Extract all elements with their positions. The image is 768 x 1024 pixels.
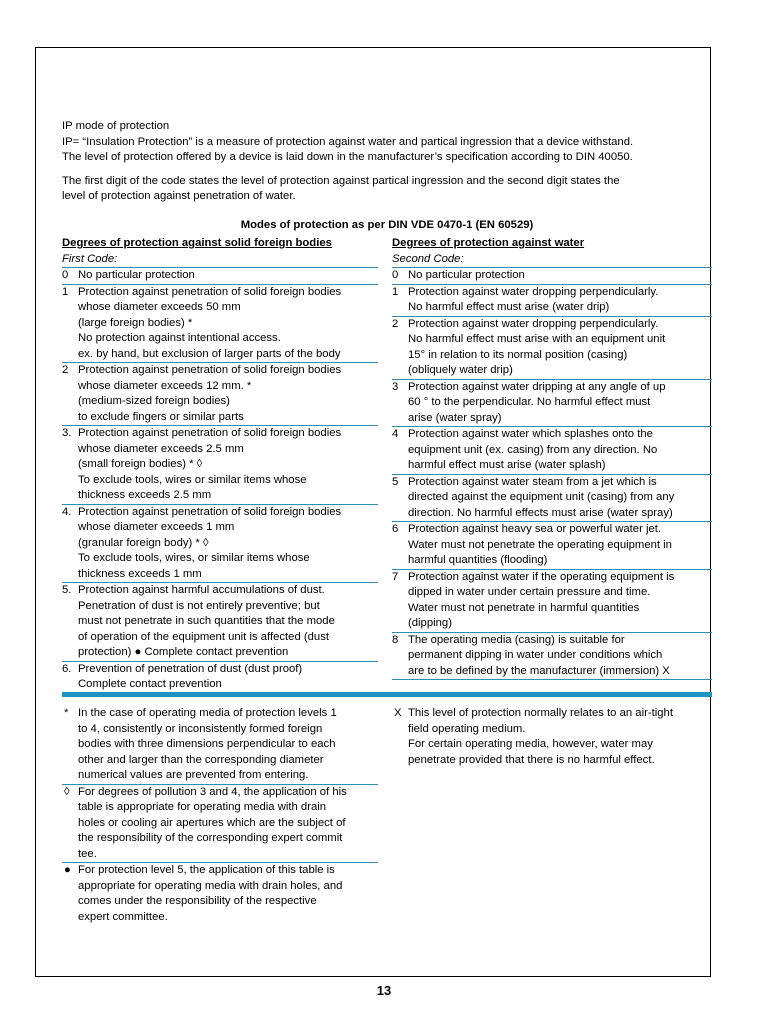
solid-protection-item-line: Protection against penetration of solid foreign bodies (78, 427, 342, 439)
footnote-item-number: * (64, 707, 69, 719)
solid-protection-item-line: to exclude fingers or similar parts (78, 410, 244, 423)
water-protection-item (392, 285, 712, 317)
water-protection-item-line: are to be defined by the manufacturer (immersion) X (408, 664, 670, 677)
first-code-label: First Code: (62, 252, 378, 269)
water-protection-item-line: 15° in relation to its normal position (casing) (408, 348, 628, 361)
solid-protection-item (62, 285, 378, 364)
water-protection-item-line: arise (water spray) (408, 411, 502, 424)
footnote-item-line: expert committee. (78, 910, 168, 923)
solid-protection-item (62, 505, 378, 584)
solid-protection-item-line: No protection against intentional access. (78, 332, 281, 344)
solid-protection-item-line: To exclude tools, wires or similar items whose (78, 473, 307, 486)
solid-protection-item-line: Protection against penetration of solid foreign bodies (78, 505, 342, 518)
water-protection-item (392, 633, 712, 681)
solid-protection-item-line: whose diameter exceeds 1 mm (78, 521, 235, 533)
water-protection-item-number: 7 (392, 570, 399, 583)
water-protection-item-line: permanent dipping in water under conditions which (408, 649, 663, 661)
water-protection-item-line: dipped in water under certain pressure and time. (408, 586, 651, 598)
footnotes-right (392, 706, 712, 768)
footnote-item (62, 863, 378, 925)
solid-protection-item (62, 426, 378, 505)
footnote-x-item-line: penetrate provided that there is no harmful effect. (408, 753, 655, 766)
solid-protection-item-line: protection) ● Complete contact prevention (78, 646, 289, 658)
water-protection-item-line: harmful quantities (flooding) (408, 554, 548, 566)
intro-heading: IP mode of protection (62, 120, 170, 132)
solid-protection-item-number: 3. (62, 427, 72, 439)
table-title: Modes of protection as per DIN VDE 0470-1 (EN 60529) (240, 219, 534, 231)
water-protection-item (392, 268, 712, 285)
solid-bodies-list (62, 268, 378, 693)
water-protection-item-line: Protection against water steam from a jet which is (408, 475, 657, 488)
solid-protection-item-line: thickness exceeds 2.5 mm (78, 489, 212, 501)
intro-line-2: The level of protection offered by a device is laid down in the manufacturer’s specification according to DIN 40050. (62, 151, 633, 163)
solid-bodies-column (62, 236, 378, 693)
water-protection-item-line: Protection against water if the operating equipment is (408, 570, 675, 583)
solid-protection-item-line: whose diameter exceeds 50 mm (78, 301, 241, 313)
solid-protection-item-line: (large foreign bodies) * (78, 316, 193, 329)
water-protection-item-number: 8 (392, 633, 399, 646)
solid-protection-item-line: No particular protection (78, 269, 195, 281)
water-protection-item-line: Protection against heavy sea or powerful water jet. (408, 523, 662, 535)
water-protection-item-line: No harmful effect must arise with an equipment unit (408, 333, 666, 345)
water-protection-item-line: (dipping) (408, 617, 452, 629)
water-protection-item-line: directed against the equipment unit (casing) from any (408, 491, 675, 503)
solid-protection-item-line: whose diameter exceeds 12 mm. * (78, 379, 252, 392)
solid-protection-item-line: (granular foreign body) * ◊ (78, 536, 209, 549)
intro-section (62, 119, 712, 205)
footnote-item-line: to 4, consistently or inconsistently formed foreign (78, 722, 323, 735)
water-protection-item (392, 317, 712, 380)
footnote-item-line: table is appropriate for operating media with drain (78, 801, 327, 813)
footnote-item (62, 785, 378, 864)
footnote-x-item-line: For certain operating media, however, water may (408, 738, 653, 750)
footnote-item-line: comes under the responsibility of the respective (78, 895, 317, 907)
water-column (392, 236, 712, 680)
footnote-x-item-number: X (394, 707, 402, 719)
solid-protection-item-line: Complete contact prevention (78, 678, 222, 690)
water-protection-item-number: 5 (392, 475, 399, 488)
solid-protection-item-number: 6. (62, 662, 72, 675)
footnote-x-item (392, 706, 712, 768)
water-protection-item-line: No particular protection (408, 269, 525, 281)
intro-line-3: The first digit of the code states the level of protection against partical ingression and the second digit states the (62, 174, 620, 187)
solid-protection-item-line: whose diameter exceeds 2.5 mm (78, 442, 244, 455)
water-protection-item-number: 4 (392, 428, 399, 440)
solid-protection-item-line: Protection against harmful accumulations of dust. (78, 584, 325, 596)
footnote-item-number: ● (64, 864, 71, 876)
solid-protection-item-line: must not penetrate in such quantities that the mode (78, 615, 335, 627)
intro-line-1: IP= “Insulation Protection” is a measure of protection against water and partical ingression that a device withstand. (62, 135, 634, 148)
water-protection-item-line: Protection against water dropping perpendicularly. (408, 317, 659, 330)
footnote-item-line: numerical values are prevented from entering. (78, 769, 309, 781)
footnote-x-item-line: This level of protection normally relates to an air-tight (408, 707, 673, 719)
solid-protection-item-line: Protection against penetration of solid foreign bodies (78, 364, 342, 376)
water-protection-item-number: 0 (392, 269, 399, 281)
solid-protection-item (62, 268, 378, 285)
footnote-item-line: For protection level 5, the application of this table is (78, 864, 335, 876)
solid-protection-item-line: of operation of the equipment unit is affected (dust (78, 630, 329, 643)
page-number: 13 (376, 983, 392, 998)
water-protection-item-line: equipment unit (ex. casing) from any direction. No (408, 443, 658, 456)
water-protection-item-line: Water must not penetrate the operating equipment in (408, 538, 672, 551)
solid-protection-item-line: thickness exceeds 1 mm (78, 567, 202, 580)
intro-line-4: level of protection against penetration of water. (62, 190, 296, 202)
footnote-item-line: In the case of operating media of protection levels 1 (78, 707, 337, 719)
solid-protection-item-line: (small foreign bodies) * ◊ (78, 458, 203, 470)
solid-protection-item-line: Penetration of dust is not entirely preventive; but (78, 599, 320, 612)
water-protection-item (392, 570, 712, 633)
water-protection-item (392, 427, 712, 475)
water-protection-item-number: 1 (392, 285, 399, 298)
solid-protection-item (62, 583, 378, 662)
water-protection-item (392, 522, 712, 570)
footnote-item (62, 706, 378, 785)
footnote-item-line: For degrees of pollution 3 and 4, the application of his (78, 785, 347, 798)
footnote-x-item-line: field operating medium. (408, 722, 526, 735)
water-protection-item-line: The operating media (casing) is suitable for (408, 633, 625, 646)
water-protection-item-line: direction. No harmful effects must arise (water spray) (408, 506, 673, 519)
water-protection-item-line: Water must not penetrate in harmful quantities (408, 601, 640, 614)
water-protection-item (392, 380, 712, 428)
water-protection-item-line: 60 ° to the perpendicular. No harmful effect must (408, 396, 651, 408)
solid-protection-item-line: ex. by hand, but exclusion of larger parts of the body (78, 347, 341, 360)
footnote-item-line: other and larger than the corresponding diameter (78, 753, 324, 766)
solid-protection-item-number: 2 (62, 364, 69, 376)
water-protection-item (392, 475, 712, 523)
footnote-item-number: ◊ (64, 785, 70, 798)
solid-protection-item-number: 0 (62, 269, 69, 281)
water-protection-item-line: Protection against water dripping at any angle of up (408, 380, 666, 393)
water-protection-item-number: 6 (392, 523, 399, 535)
second-code-label: Second Code: (392, 252, 712, 269)
footnotes-left (62, 706, 378, 925)
footnote-item-line: holes or cooling air apertures which are the subject of (78, 816, 346, 829)
solid-protection-item-line: Protection against penetration of solid foreign bodies (78, 285, 342, 298)
section-divider-bar (62, 692, 712, 697)
water-protection-item-line: (obliquely water drip) (408, 364, 513, 376)
water-heading: Degrees of protection against water (392, 237, 585, 249)
water-protection-item-line: Protection against water dropping perpendicularly. (408, 285, 659, 298)
water-protection-item-line: Protection against water which splashes onto the (408, 428, 653, 440)
footnote-item-line: bodies with three dimensions perpendicular to each (78, 738, 336, 750)
footnote-item-line: appropriate for operating media with drain holes, and (78, 879, 343, 892)
solid-protection-item (62, 662, 378, 693)
solid-protection-item-line: Prevention of penetration of dust (dust proof) (78, 662, 303, 675)
water-protection-item-number: 2 (392, 317, 399, 330)
solid-protection-item-line: To exclude tools, wires, or similar items whose (78, 552, 310, 564)
footnote-item-line: the responsibility of the corresponding expert commit (78, 832, 343, 844)
water-protection-item-line: harmful effect must arise (water splash) (408, 459, 606, 471)
water-protection-item-line: No harmful effect must arise (water drip) (408, 301, 610, 313)
solid-bodies-heading: Degrees of protection against solid foreign bodies (62, 237, 332, 249)
solid-protection-item-number: 5. (62, 584, 72, 596)
solid-protection-item-number: 4. (62, 505, 72, 518)
solid-protection-item (62, 363, 378, 426)
solid-protection-item-line: (medium-sized foreign bodies) (78, 395, 230, 407)
footnote-item-line: tee. (78, 847, 97, 860)
water-list (392, 268, 712, 680)
solid-protection-item-number: 1 (62, 285, 69, 298)
water-protection-item-number: 3 (392, 380, 399, 393)
